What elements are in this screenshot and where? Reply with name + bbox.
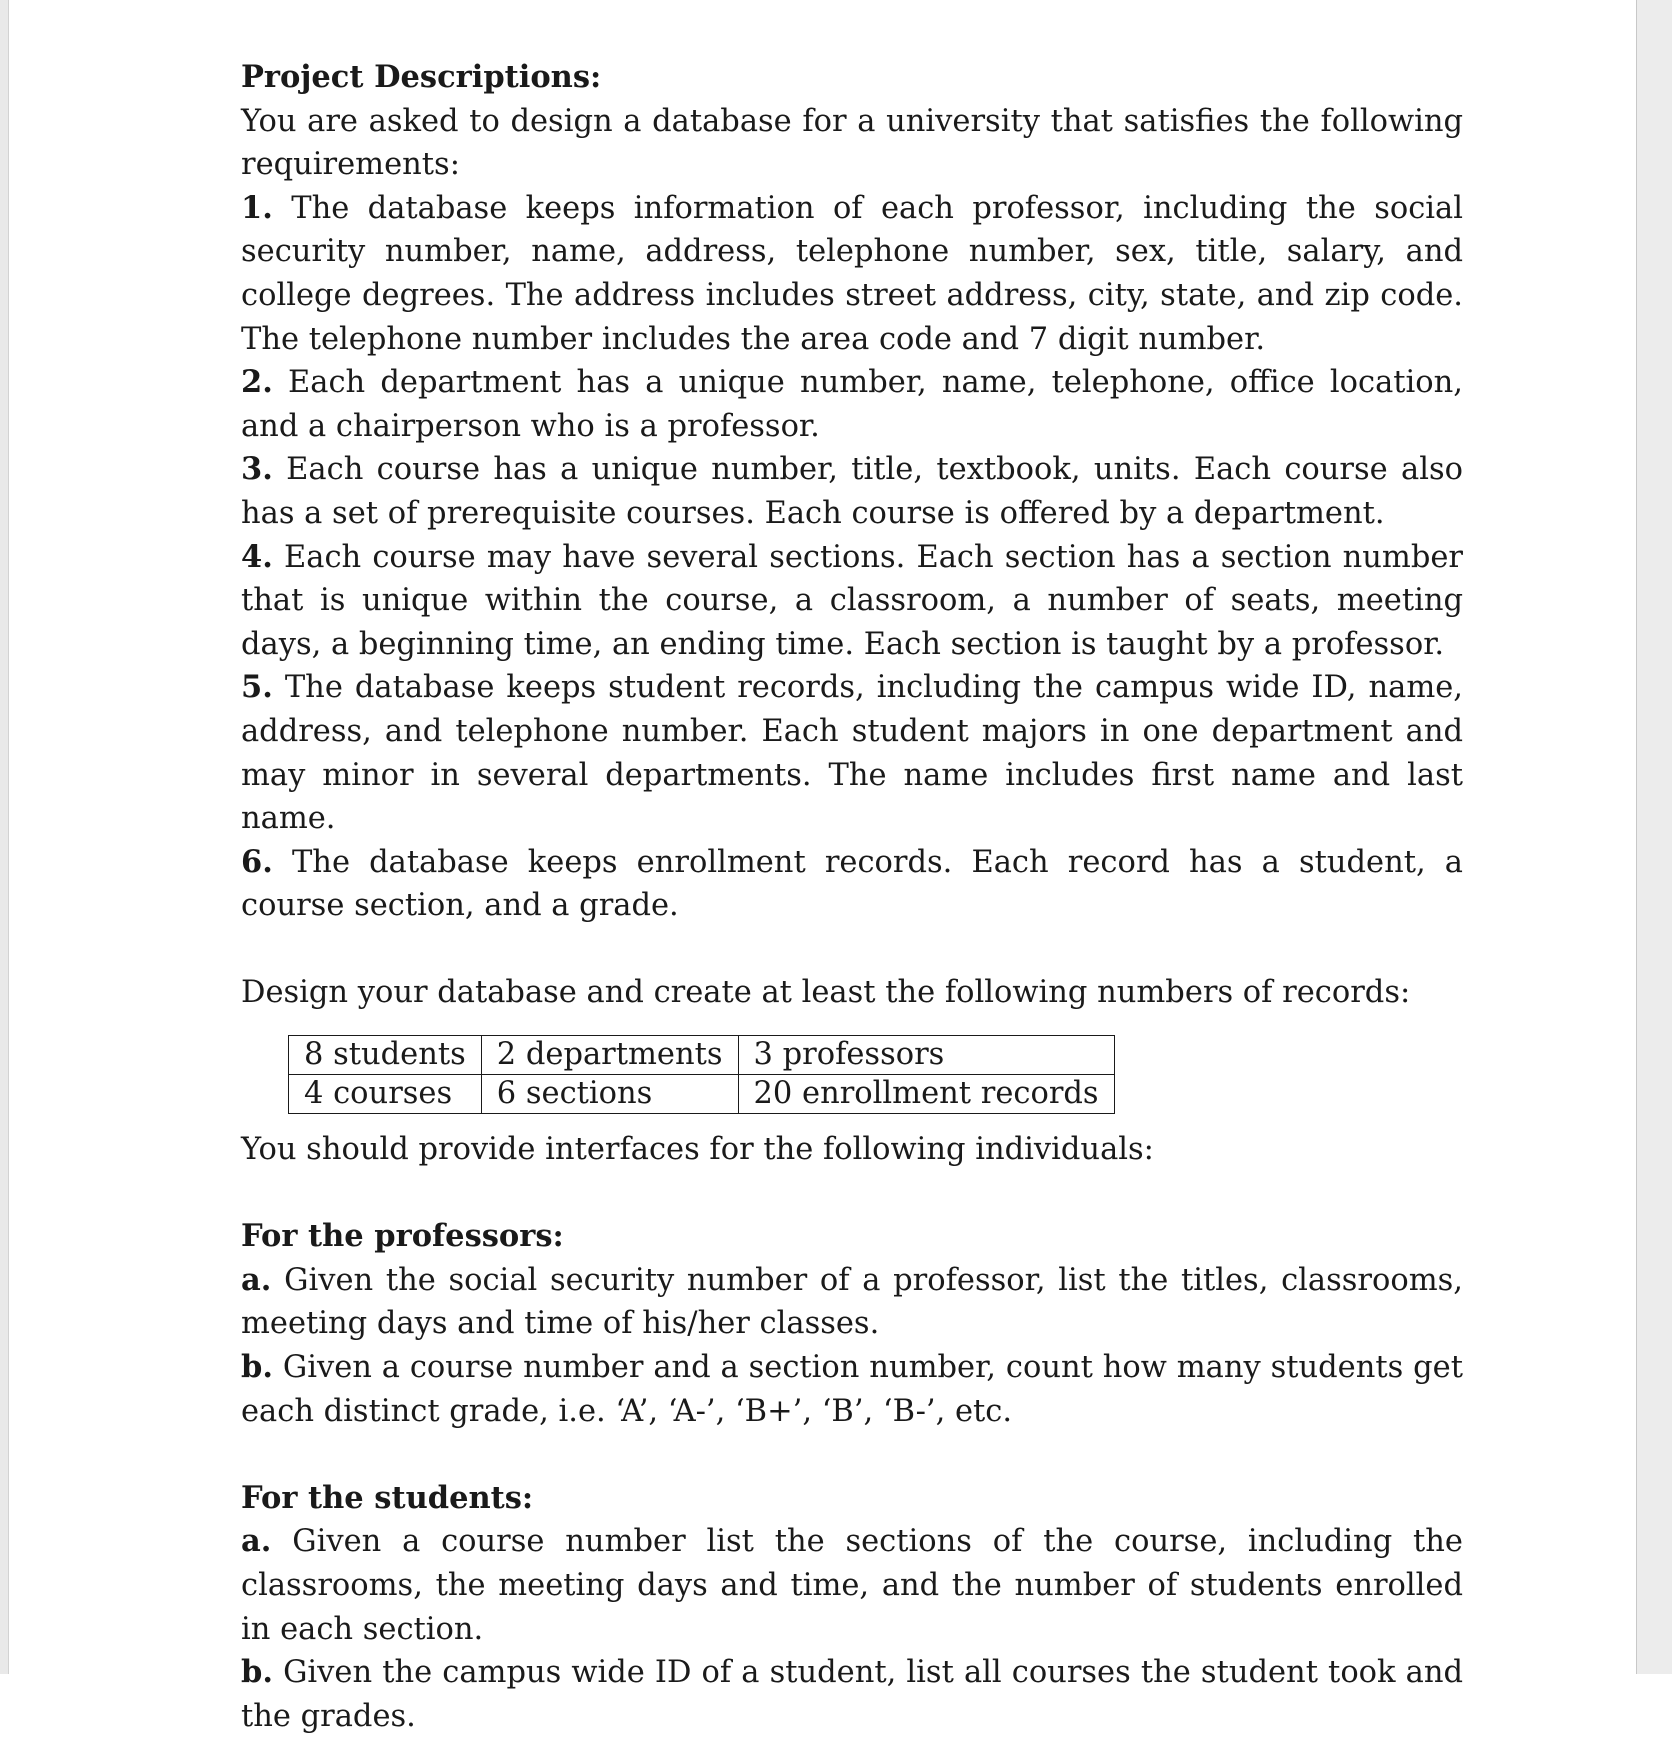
item-label: a. [241, 1523, 272, 1560]
item-label: b. [241, 1349, 273, 1386]
requirement-number: 2. [241, 364, 273, 401]
interfaces-intro: You should provide interfaces for the following individuals: [241, 1132, 1154, 1168]
requirement-number: 6. [241, 843, 273, 880]
table-cell: 8 students [289, 1036, 482, 1075]
student-item-a [241, 1520, 1463, 1651]
table-cell: 6 sections [481, 1075, 738, 1114]
spacer [241, 1114, 1463, 1128]
item-label: a. [241, 1261, 272, 1298]
students-heading: For the students: [241, 1479, 534, 1516]
requirement-number: 3. [241, 451, 273, 488]
design-text: Design your database and create at least the following numbers of records: [241, 975, 1411, 1011]
table-cell: 2 departments [481, 1036, 738, 1075]
requirement-5 [241, 666, 1463, 840]
table-row [289, 1036, 1115, 1075]
item-text: Given the campus wide ID of a student, list all courses the student took and the grades. [241, 1655, 1463, 1734]
table-cell: 3 professors [738, 1036, 1114, 1075]
item-text: Given a course number list the sections of the course, including the classrooms, the meeting days and time, and the number of students enrolled in each section. [241, 1524, 1463, 1647]
page-right-edge [1636, 0, 1672, 1674]
spacer [241, 928, 1463, 972]
table-cell: 4 courses [289, 1075, 482, 1114]
requirement-text: The database keeps information of each professor, including the social security number, name, address, telephone number, sex, title, salary, and college degrees. The address includes street address, city, state, and zip code. The telephone number includes the area code and 7 digit number. [241, 190, 1463, 357]
spacer [241, 1433, 1463, 1477]
requirement-1 [241, 187, 1463, 361]
table-cell: 20 enrollment records [738, 1075, 1114, 1114]
item-text: Given a course number and a section number, count how many students get each distinct grade, i.e. ‘A’, ‘A-’, ‘B+’, ‘B’, ‘B-’, etc. [241, 1350, 1463, 1429]
document-body [241, 56, 1463, 1738]
professors-heading: For the professors: [241, 1218, 564, 1255]
requirement-2 [241, 361, 1463, 448]
spacer [241, 1172, 1463, 1216]
project-heading: Project Descriptions: [241, 59, 602, 95]
requirement-3 [241, 448, 1463, 535]
requirement-text: The database keeps student records, including the campus wide ID, name, address, and telephone number. Each student majors in one department and may minor in several departments. The name includes first name and last name. [241, 670, 1463, 837]
student-item-b [241, 1651, 1463, 1738]
record-count-table [288, 1035, 1115, 1114]
page-left-edge [0, 0, 9, 1674]
professor-item-a [241, 1259, 1463, 1346]
table-row [289, 1075, 1115, 1114]
requirement-text: Each department has a unique number, name, telephone, office location, and a chairperson who is a professor. [241, 365, 1463, 444]
item-text: Given the social security number of a professor, list the titles, classrooms, meeting days and time of his/her classes. [241, 1262, 1463, 1342]
requirement-6 [241, 841, 1463, 928]
requirement-text: Each course may have several sections. Each section has a section number that is unique within the course, a classroom, a number of seats, meeting days, a beginning time, an ending time. Each section is taught by a professor. [241, 539, 1463, 662]
professor-item-b [241, 1346, 1463, 1433]
project-intro: You are asked to design a database for a university that satisfies the following requirements: [241, 103, 1463, 183]
requirement-4 [241, 536, 1463, 667]
requirement-number: 4. [241, 538, 273, 575]
requirement-number: 1. [241, 189, 273, 226]
requirement-text: The database keeps enrollment records. Each record has a student, a course section, and a grade. [241, 844, 1463, 924]
spacer [241, 1015, 1463, 1035]
item-label: b. [241, 1654, 273, 1691]
requirement-text: Each course has a unique number, title, textbook, units. Each course also has a set of prerequisite courses. Each course is offered by a department. [241, 452, 1463, 531]
requirement-number: 5. [241, 669, 273, 706]
